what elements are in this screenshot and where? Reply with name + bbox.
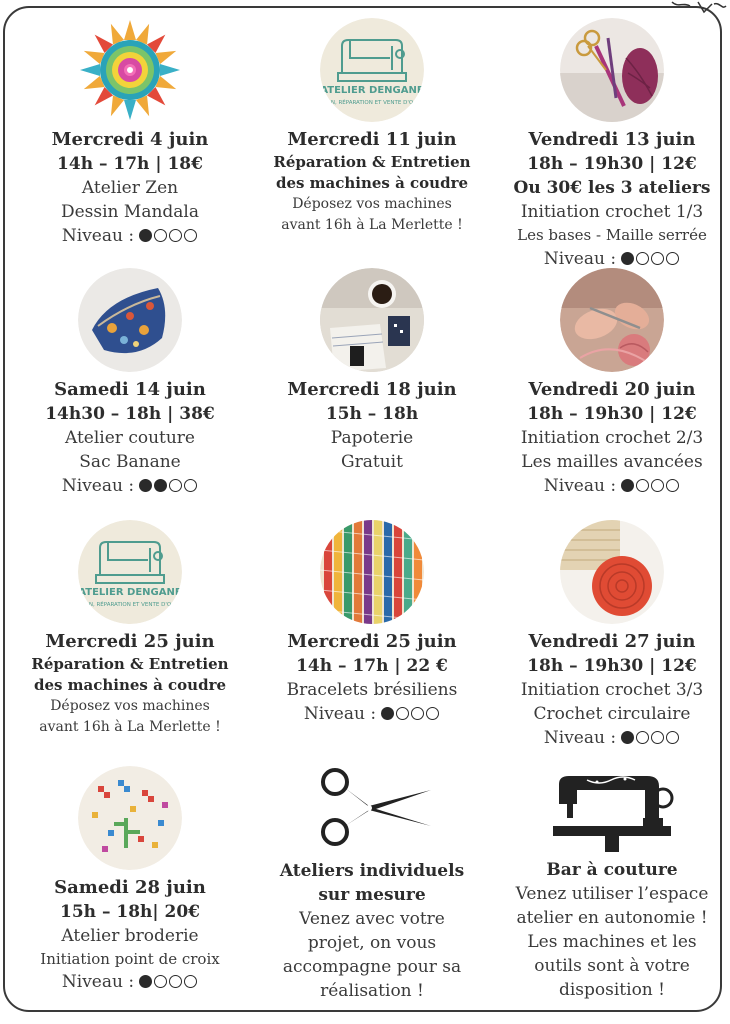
event-time: 15h – 18h — [325, 404, 419, 424]
event-card-4[interactable] — [14, 268, 246, 498]
event-title: Initiation crochet 1/3 — [520, 202, 704, 222]
event-time-price: 18h – 19h30 | 12€ — [527, 656, 697, 676]
level-dot-empty-icon — [184, 479, 197, 492]
level-indicator — [256, 702, 488, 726]
event-time-price: 18h – 19h30 | 12€ — [527, 404, 697, 424]
stationery-photo — [320, 268, 424, 372]
event-time-price: 14h – 17h | 22 € — [296, 656, 448, 676]
level-label: Niveau : — [543, 476, 617, 496]
sewing-bar-title: Bar à couture — [546, 860, 678, 880]
event-card-5[interactable] — [256, 268, 488, 474]
level-dot-empty-icon — [651, 479, 664, 492]
event-title: Atelier Zen — [81, 178, 179, 198]
crochet-tools-photo — [560, 18, 664, 122]
event-title: Atelier couture — [64, 428, 195, 448]
event-time-price: 14h – 17h | 18€ — [57, 154, 203, 174]
level-label: Niveau : — [61, 476, 135, 496]
level-dot-empty-icon — [651, 731, 664, 744]
event-card-2[interactable] — [256, 18, 488, 236]
level-dot-empty-icon — [666, 252, 679, 265]
level-indicator — [14, 224, 246, 248]
event-date: Mercredi 25 juin — [45, 631, 215, 652]
level-label: Niveau : — [61, 972, 135, 992]
level-indicator — [496, 474, 728, 498]
level-dot-empty-icon — [184, 229, 197, 242]
level-dot-filled-icon — [621, 731, 634, 744]
event-title-2: des machines à coudre — [275, 174, 469, 192]
level-dot-empty-icon — [154, 229, 167, 242]
level-dot-filled-icon — [621, 252, 634, 265]
event-date: Vendredi 13 juin — [528, 129, 696, 150]
level-indicator — [14, 474, 246, 498]
logo-subtitle: N, RÉPARATION ET VENTE D'O — [88, 602, 172, 608]
event-card-7[interactable] — [14, 520, 246, 738]
event-card-3[interactable] — [496, 18, 728, 271]
event-note: Déposez vos machines — [50, 698, 210, 714]
sewing-machine-icon — [547, 770, 677, 854]
level-dot-empty-icon — [169, 479, 182, 492]
embroidery-photo — [78, 766, 182, 870]
event-subtitle: Les bases - Maille serrée — [517, 226, 707, 244]
event-time-price: 18h – 19h30 | 12€ — [527, 154, 697, 174]
event-time-price: 14h30 – 18h | 38€ — [45, 404, 215, 424]
level-dot-empty-icon — [169, 229, 182, 242]
individual-workshops-card[interactable] — [256, 760, 488, 1003]
level-dot-empty-icon — [666, 731, 679, 744]
level-dot-empty-icon — [666, 479, 679, 492]
mandala-icon — [78, 18, 182, 122]
individual-desc-2: projet, on vous — [307, 933, 437, 953]
level-dot-empty-icon — [636, 479, 649, 492]
event-subtitle: Les mailles avancées — [521, 452, 703, 472]
individual-desc-3: accompagne pour sa — [282, 957, 462, 977]
event-title: Initiation crochet 3/3 — [520, 680, 704, 700]
event-note-2: avant 16h à La Merlette ! — [281, 217, 463, 233]
level-dot-empty-icon — [184, 975, 197, 988]
sewing-bar-desc-4: outils sont à votre — [534, 956, 690, 976]
level-label: Niveau : — [543, 728, 617, 748]
event-date: Samedi 28 juin — [54, 877, 206, 898]
event-subtitle: Sac Banane — [79, 452, 181, 472]
event-subtitle: Crochet circulaire — [533, 704, 691, 724]
event-date: Vendredi 27 juin — [528, 631, 696, 652]
level-indicator — [14, 970, 246, 994]
event-title: Papoterie — [330, 428, 414, 448]
event-date: Vendredi 20 juin — [528, 379, 696, 400]
level-dot-filled-icon — [621, 479, 634, 492]
level-dot-filled-icon — [381, 707, 394, 720]
sewing-bar-desc-2: atelier en autonomie ! — [516, 908, 708, 928]
level-label: Niveau : — [61, 226, 135, 246]
logo-subtitle: N, RÉPARATION ET VENTE D'O — [330, 100, 414, 106]
event-card-8[interactable] — [256, 520, 488, 726]
event-date: Samedi 14 juin — [54, 379, 206, 400]
level-dot-filled-icon — [139, 479, 152, 492]
event-note-2: avant 16h à La Merlette ! — [39, 719, 221, 735]
level-dot-filled-icon — [139, 975, 152, 988]
event-title: Réparation & Entretien — [273, 153, 471, 171]
event-title: Bracelets brésiliens — [286, 680, 458, 700]
event-subtitle: Dessin Mandala — [60, 202, 199, 222]
level-dot-filled-icon — [139, 229, 152, 242]
individual-desc-1: Venez avec votre — [299, 909, 445, 929]
level-dot-empty-icon — [636, 731, 649, 744]
event-date: Mercredi 4 juin — [51, 129, 209, 150]
level-dot-empty-icon — [651, 252, 664, 265]
event-card-1[interactable] — [14, 18, 246, 248]
event-title-2: des machines à coudre — [33, 676, 227, 694]
atelier-denganf-logo — [320, 18, 424, 122]
individual-title: Ateliers individuels — [279, 861, 465, 881]
sewing-bar-desc-1: Venez utiliser l’espace — [515, 884, 709, 904]
level-label: Niveau : — [303, 704, 377, 724]
individual-desc-4: réalisation ! — [320, 981, 424, 1001]
event-title: Atelier broderie — [61, 926, 199, 946]
event-card-6[interactable] — [496, 268, 728, 498]
level-dot-empty-icon — [154, 975, 167, 988]
level-dot-empty-icon — [396, 707, 409, 720]
sewing-bar-desc-3: Les machines et les — [527, 932, 697, 952]
circular-crochet-photo — [560, 520, 664, 624]
level-label: Niveau : — [543, 249, 617, 269]
event-time-price: 15h – 18h| 20€ — [60, 902, 200, 922]
level-dot-filled-icon — [154, 479, 167, 492]
event-price-note: Gratuit — [341, 452, 403, 472]
sewing-bar-card[interactable] — [496, 770, 728, 1002]
bracelets-photo — [320, 520, 424, 624]
event-title: Initiation crochet 2/3 — [520, 428, 704, 448]
event-date: Mercredi 18 juin — [287, 379, 457, 400]
event-date: Mercredi 11 juin — [287, 129, 457, 150]
event-bundle-price: Ou 30€ les 3 ateliers — [513, 178, 711, 198]
individual-title-2: sur mesure — [318, 885, 426, 905]
event-title: Réparation & Entretien — [31, 655, 229, 673]
event-card-10[interactable] — [14, 766, 246, 994]
crochet-hands-photo — [560, 268, 664, 372]
event-card-9[interactable] — [496, 520, 728, 750]
fanny-pack-photo — [78, 268, 182, 372]
level-dot-empty-icon — [636, 252, 649, 265]
event-date: Mercredi 25 juin — [287, 631, 457, 652]
level-indicator — [496, 726, 728, 750]
level-dot-empty-icon — [169, 975, 182, 988]
logo-title: ATELIER DENGANF — [320, 85, 424, 96]
atelier-denganf-logo — [78, 520, 182, 624]
sewing-bar-desc-5: disposition ! — [558, 980, 665, 1000]
event-subtitle: Initiation point de croix — [40, 950, 220, 968]
level-dot-empty-icon — [411, 707, 424, 720]
logo-title: ATELIER DENGANF — [78, 587, 182, 598]
event-note: Déposez vos machines — [292, 196, 452, 212]
level-dot-empty-icon — [426, 707, 439, 720]
scissors-icon — [307, 760, 437, 855]
